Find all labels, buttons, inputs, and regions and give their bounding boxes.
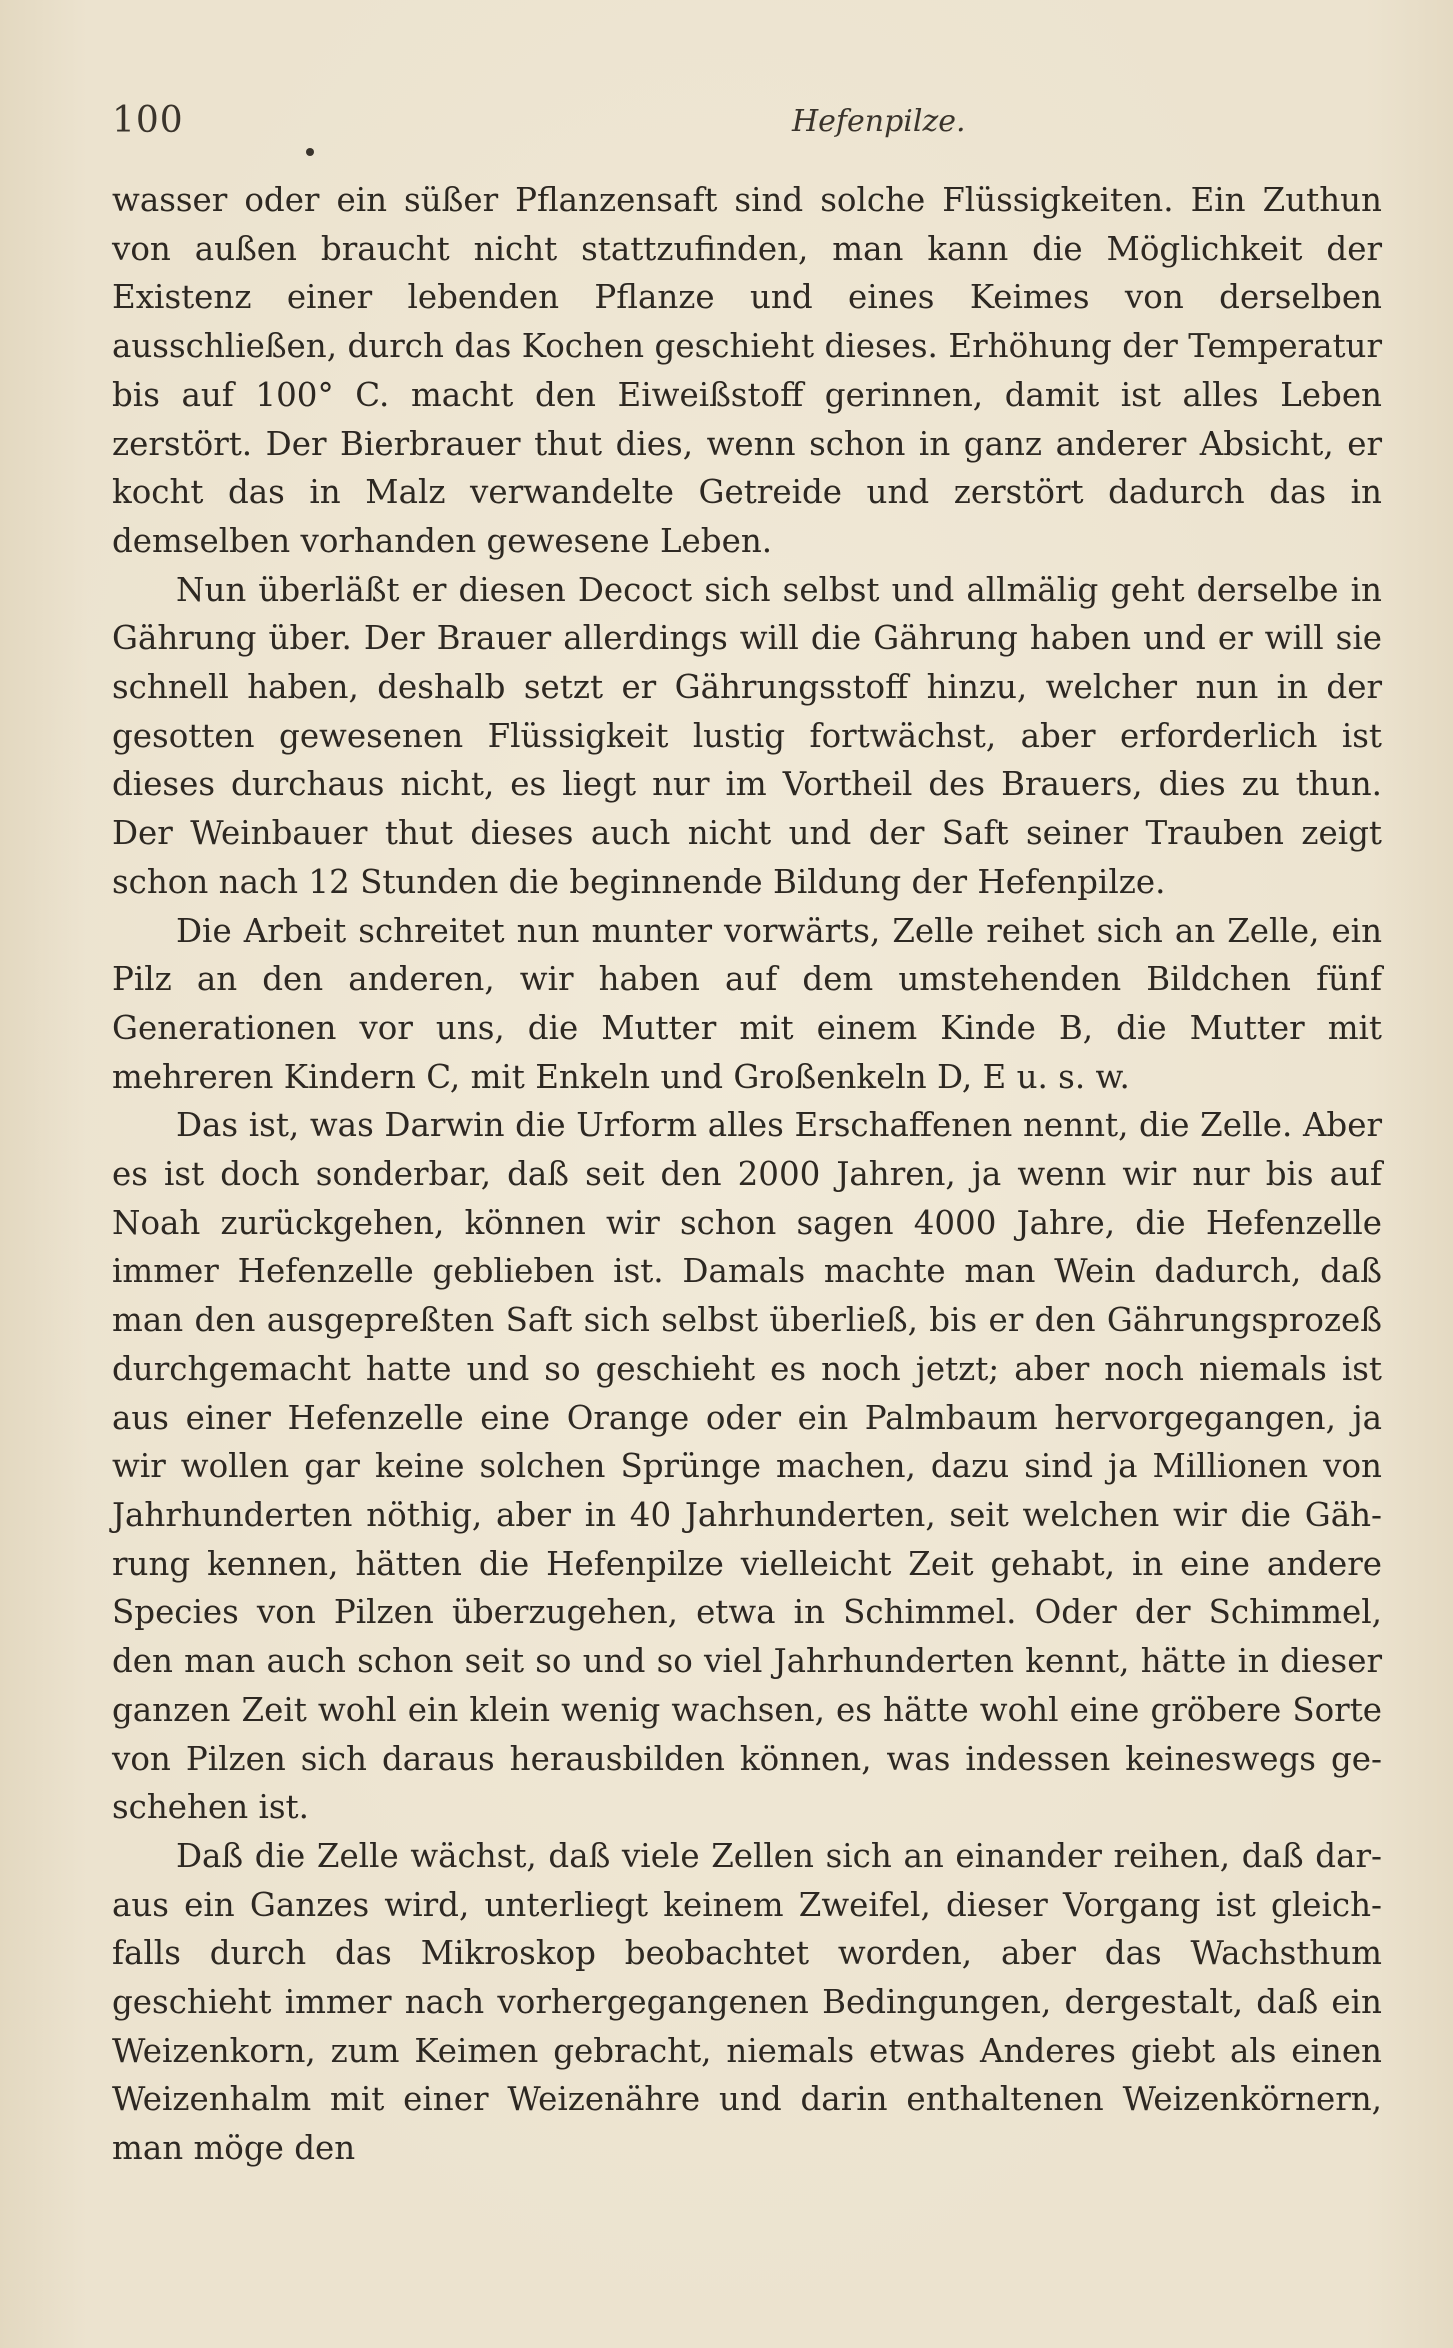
running-head: Hefenpilze. [792,104,966,139]
page-number: 100 [112,100,184,141]
paragraph-2: Nun überläßt er diesen Decoct sich selbst und allmälig geht derselbe in Gährung über. Der Brauer allerdings will die Gährung haben und er will sie schnell haben, deshalb setzt er Gährungsstoff hinzu, welcher nun in der gesotten gewesenen Flüssigkeit lustig fortwächst, aber erforderlich ist dieses durchaus nicht, es liegt nur im Vortheil des Brauers, dies zu thun. Der Weinbauer thut dieses auch nicht und der Saft seiner Trauben zeigt schon nach 12 Stunden die beginnende Bildung der Hefenpilze. [112,570,1382,901]
paragraph-4: Das ist, was Darwin die Urform alles Erschaffenen nennt, die Zelle. Aber es ist doch sonderbar, daß seit den 2000 Jahren, ja wenn wir nur bis auf Noah zurückgehen, können wir schon sagen 4000 Jahre, die Hefenzelle immer Hefenzelle geblieben ist. Damals machte man Wein dadurch, daß man den ausgepreßten Saft sich selbst überließ, bis er den Gährungsprozeß durchgemacht hatte und so geschieht es noch jetzt; aber noch niemals ist aus einer Hefenzelle eine Orange oder ein Palmbaum hervorgegangen, ja wir wollen gar keine solchen Sprünge machen, dazu sind ja Millionen von Jahrhunderten nöthig, aber in 40 Jahrhunderten, seit welchen wir die Gährung kennen, hätten die Hefenpilze vielleicht Zeit gehabt, in eine andere Species von Pilzen überzugehen, etwa in Schimmel. Oder der Schimmel, den man auch schon seit so und so viel Jahrhunderten kennt, hätte in dieser ganzen Zeit wohl ein klein wenig wachsen, es hätte wohl eine gröbere Sorte von Pilzen sich daraus herausbilden können, was indessen keineswegs geschehen ist. [112,1106,1382,1827]
paragraph-3: Die Arbeit schreitet nun munter vorwärts, Zelle reihet sich an Zelle, ein Pilz an den anderen, wir haben auf dem umstehenden Bildchen fünf Generationen vor uns, die Mutter mit einem Kinde B, die Mutter mit mehreren Kindern C, mit Enkeln und Großenkeln D, E u. s. w. [112,911,1382,1096]
page-header [112,100,1382,160]
body-text [112,176,1382,2173]
ink-speck [306,148,314,156]
paragraph-1: wasser oder ein süßer Pflanzensaft sind solche Flüssigkeiten. Ein Zuthun von außen braucht nicht stattzufinden, man kann die Möglichkeit der Existenz einer lebenden Pflanze und eines Keimes von derselben ausschließen, durch das Kochen geschieht dieses. Erhöhung der Temperatur bis auf 100° C. macht den Eiweißstoff gerinnen, damit ist alles Leben zerstört. Der Bierbrauer thut dies, wenn schon in ganz anderer Absicht, er kocht das in Malz verwandelte Getreide und zerstört dadurch das in demselben vorhanden gewesene Leben. [112,181,1382,560]
paragraph-5: Daß die Zelle wächst, daß viele Zellen sich an einander reihen, daß daraus ein Ganzes wird, unterliegt keinem Zweifel, dieser Vorgang ist gleichfalls durch das Mikroskop beobachtet worden, aber das Wachsthum geschieht immer nach vorhergegangenen Bedingungen, dergestalt, daß ein Weizenkorn, zum Keimen gebracht, niemals etwas Anderes giebt als einen Weizenhalm mit einer Weizenähre und darin enthaltenen Weizenkörnern, man möge den [112,1836,1382,2168]
